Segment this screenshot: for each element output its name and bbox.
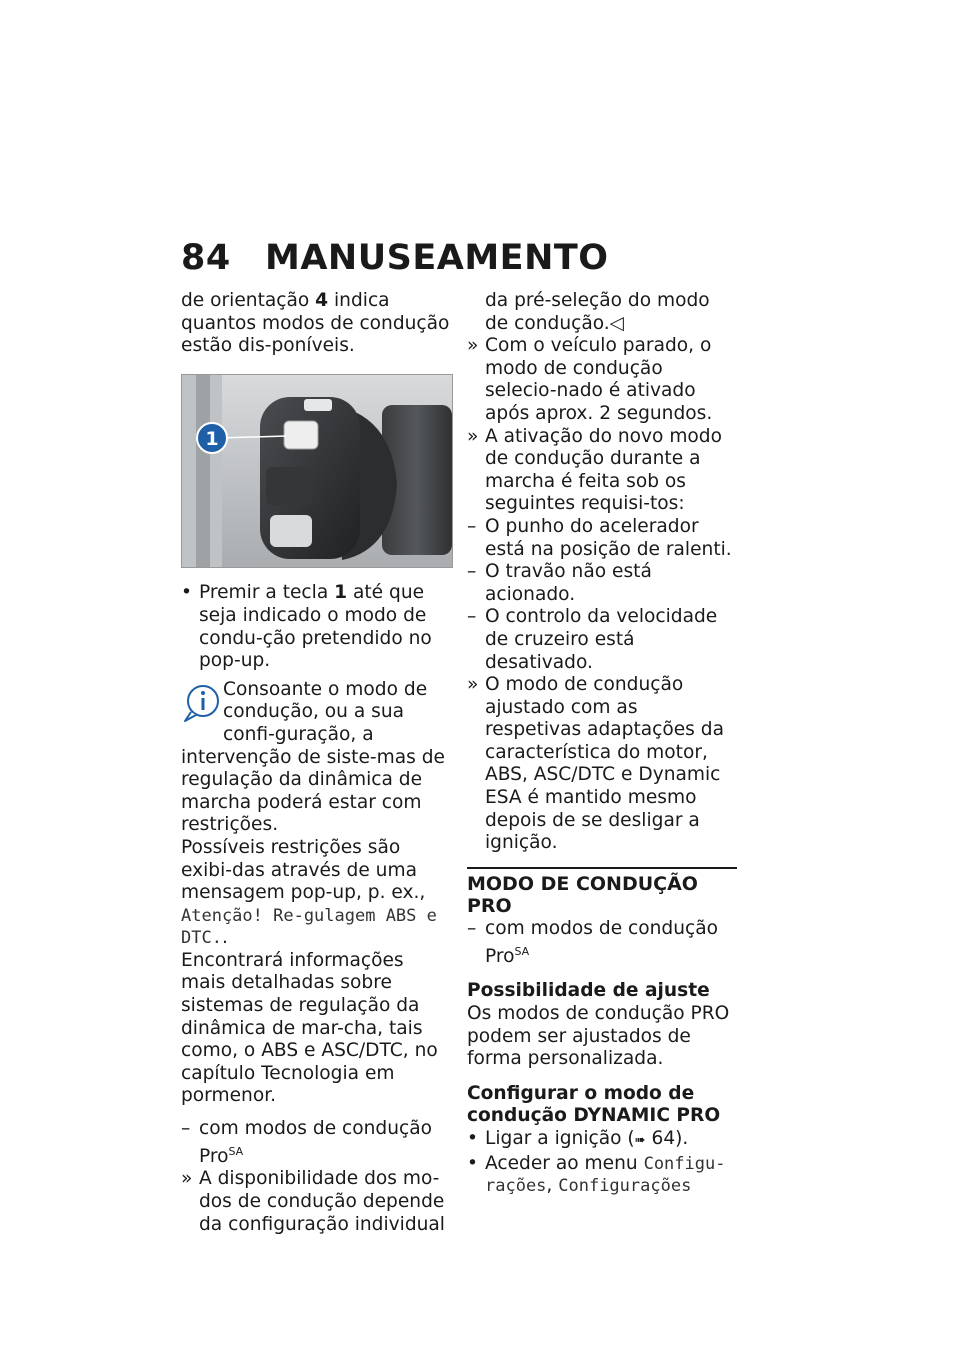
dash-item: – O controlo da velocidade de cruzeiro está desativado. [467,606,718,673]
end-mark-icon: ◁ [609,312,625,334]
result-item: » A disponibilidade dos mo-dos de condução depende da configuração individual [181,1168,445,1235]
step-menu: • Aceder ao menu Configu-rações, Configurações [467,1152,726,1197]
result-item: » A ativação do novo modo de condução durante a marcha é feita sob os seguintes requisi-tos: [467,425,722,515]
page-number: 84 [181,238,231,278]
step-ignition: • Ligar a ignição (➠ 64). [467,1127,689,1149]
intro-paragraph: de orientação 4 indica quantos modos de condução estão dis-poníveis. [181,290,450,357]
result-item: » Com o veículo parado, o modo de condução selecio-nado é ativado após aprox. 2 segundos. [467,335,713,424]
info-icon [181,681,221,725]
right-column [467,290,737,1198]
page-header [181,238,609,278]
section-heading: MODO DE CONDUÇÃO PRO [467,867,737,918]
dash-item: – com modos de condução Pro$^{SA}$ [467,918,719,967]
note-paragraph-1: Consoante o modo de condução, ou a sua confi-guração, a intervenção de siste-mas de regulação da dinâmica de marcha poderá estar com restrições. [181,678,445,836]
chapter-title: MANUSEAMENTO [265,238,609,278]
subheading-configure: Configurar o modo de condução DYNAMIC PRO [467,1082,721,1127]
step-press-button: • Premir a tecla 1 até que seja indicado o modo de condu-ção pretendido no pop-up. [181,582,432,672]
page-reference-arrow-icon: ➠ [634,1132,646,1148]
left-column [181,290,453,1236]
subheading-adjustment: Possibilidade de ajuste [467,980,710,1002]
dash-item: – O travão não está acionado. [467,561,652,605]
note-paragraph-3: Encontrará informações mais detalhadas sobre sistemas de regulação da dinâmica de mar-cha, tais como, o ABS e ASC/DTC, no capítulo Tecnologia em pormenor. [181,949,438,1107]
result-continuation: da pré-seleção do modo de condução.◁ [485,290,710,334]
callout-number: 1 [205,427,219,450]
result-item: » O modo de condução ajustado com as respetivas adaptações da característica do motor, ABS, ASC/DTC e Dynamic ESA é mantido mesmo depois de se desligar a ignição. [467,674,724,854]
adjustment-text: Os modos de condução PRO podem ser ajustados de forma personalizada. [467,1003,730,1070]
info-note [181,679,453,1108]
dash-item: – com modos de condução Pro$^{SA}$ [181,1118,433,1167]
handlebar-switch-photo [181,374,453,568]
note-paragraph-2: Possíveis restrições são exibi-das através de uma mensagem pop-up, p. ex., Atenção! Re-gulagem ABS e DTC.. [181,836,437,949]
dash-item: – O punho do acelerador está na posição de ralenti. [467,515,732,560]
